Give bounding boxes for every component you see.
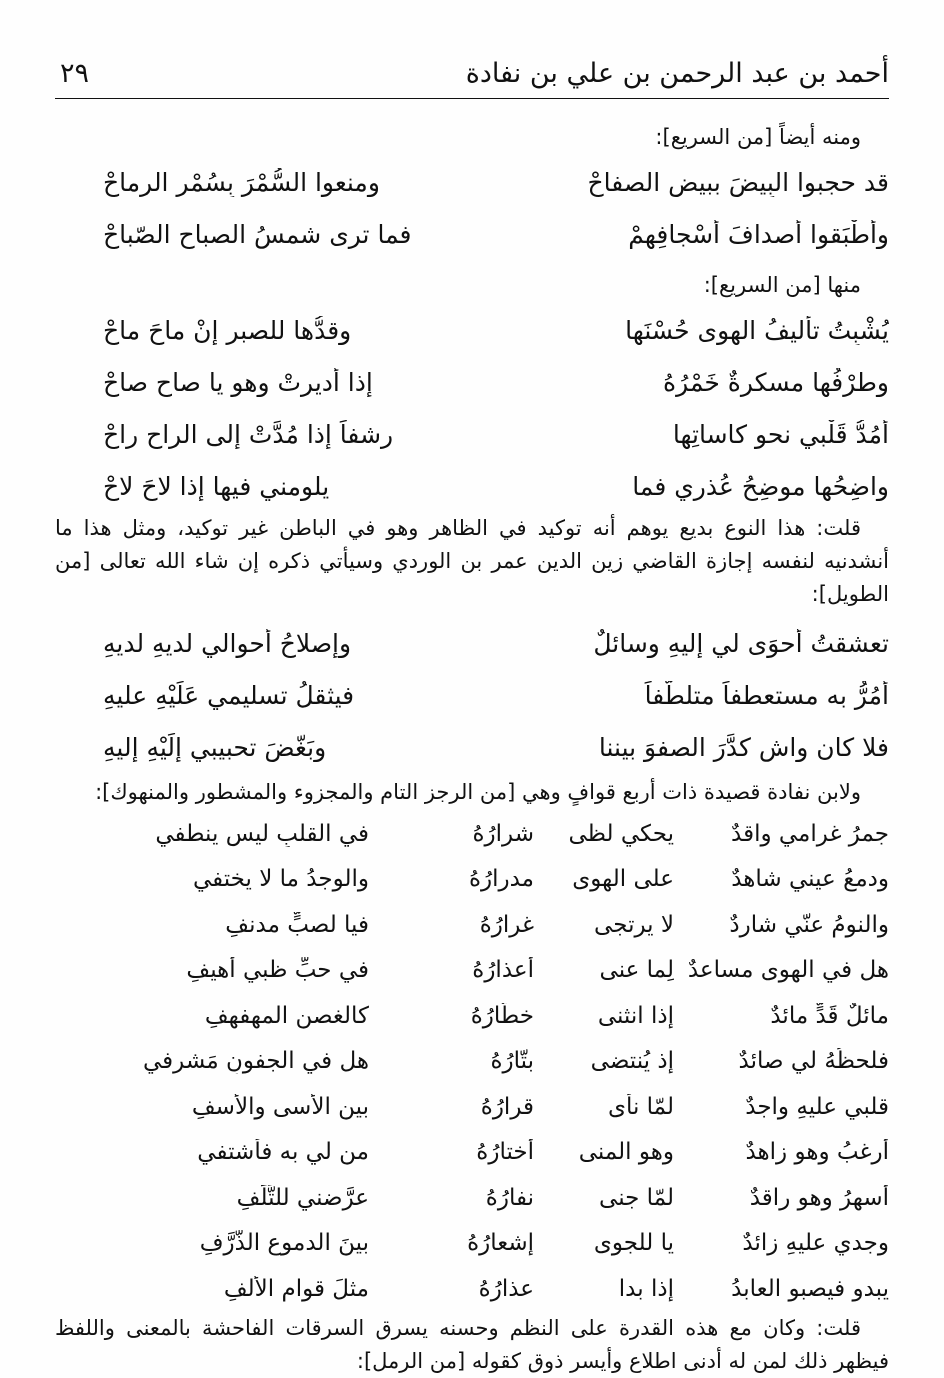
verse-line bbox=[55, 208, 889, 260]
verse-segment: قلبي عليهِ واجدٌ bbox=[745, 1093, 889, 1120]
first-hemistich: قد حجبوا البِيضَ ببيضِ الصفاحْ bbox=[587, 167, 889, 197]
second-hemistich: إذا أُديرتْ وهو يا صاحِ صاحْ bbox=[103, 367, 373, 397]
second-hemistich: رشفاً إذا مُدَّتْ إلى الراحِ راحْ bbox=[103, 419, 394, 449]
verse-line bbox=[55, 1039, 889, 1085]
verse-segment: لِما عنى bbox=[599, 957, 674, 984]
page-number: ٢٩ bbox=[60, 57, 90, 89]
first-hemistich: يُشْبِتُ تأليفُ الهوى حُسْنَها bbox=[625, 315, 889, 345]
verse-segment: لمّا جنى bbox=[599, 1184, 674, 1211]
running-header bbox=[60, 52, 889, 94]
first-hemistich: واضِحُها موضِحُ عُذري فما bbox=[632, 471, 889, 501]
verse-line bbox=[55, 811, 889, 857]
verse-line bbox=[55, 948, 889, 994]
verse-segment: على الهوى bbox=[572, 866, 674, 893]
second-hemistich: ومنعوا السُّمْرَ بِسُمْرِ الرماحْ bbox=[103, 167, 380, 197]
verse-line bbox=[55, 1221, 889, 1267]
poem-couplets bbox=[55, 617, 889, 773]
verse-line bbox=[55, 617, 889, 669]
verse-segment: إذا انثنى bbox=[597, 1002, 674, 1029]
first-hemistich: أمُدُّ قَلْبي نحو كاساتِها bbox=[672, 419, 889, 449]
poem-intro: منها [من السريع]: bbox=[703, 273, 861, 297]
poem-quatrains bbox=[55, 811, 889, 1312]
first-hemistich: وطرْفُها مسكرةٌ خَمْرُهُ bbox=[663, 367, 889, 397]
verse-line bbox=[55, 156, 889, 208]
poem-intro: ومنه أيضاً [من السريع]: bbox=[655, 125, 861, 149]
verse-segment: قرارُهُ bbox=[480, 1093, 534, 1120]
verse-segment: من لي به فأشتفي bbox=[197, 1139, 369, 1166]
verse-segment: إذا بدا bbox=[618, 1275, 674, 1302]
verse-segment: غرارُهُ bbox=[479, 911, 534, 938]
verse-line bbox=[55, 356, 889, 408]
verse-segment: لا يرتجى bbox=[594, 911, 674, 938]
verse-segment: نفارُهُ bbox=[485, 1184, 534, 1211]
verse-segment: مائلٌ قَدٍّ مائدٌ bbox=[770, 1002, 889, 1029]
poem-intro: ولابن نفادة قصيدة ذات أربع قوافٍ وهي [من الرجز التام والمجزوء والمشطور والمنهوك]: bbox=[95, 780, 861, 804]
second-hemistich: فما ترى شمسُ الصباحِ الصّباحْ bbox=[103, 219, 412, 249]
second-hemistich: فيثقلُ تسليمي عَلَيْهِ عليهِ bbox=[103, 680, 355, 710]
second-hemistich: يلومني فيها إذا لاحَ لاحْ bbox=[103, 471, 330, 501]
verse-segment: ودمعُ عيني شاهدٌ bbox=[731, 866, 889, 893]
second-hemistich: وقدُّها للصبرِ إنْ ماحَ ماحْ bbox=[103, 315, 352, 345]
verse-segment: هل في الهوى مساعدٌ bbox=[687, 957, 889, 984]
verse-line bbox=[55, 460, 889, 512]
second-hemistich: وإصلاحُ أحوالي لديهِ لديهِ bbox=[103, 628, 352, 658]
verse-line bbox=[55, 1084, 889, 1130]
verse-segment: عذارُهُ bbox=[478, 1275, 534, 1302]
verse-segment: مثلَ قوامِ الألفِ bbox=[223, 1275, 369, 1302]
running-title: أحمد بن عبد الرحمن بن علي بن نفادة bbox=[465, 57, 889, 89]
verse-segment: يحكي لظى bbox=[568, 820, 674, 847]
verse-line bbox=[55, 721, 889, 773]
verse-segment: لمّا نأى bbox=[607, 1093, 674, 1120]
page-body bbox=[55, 118, 889, 1378]
verse-segment: أختارُهُ bbox=[476, 1139, 534, 1166]
verse-segment: وجدي عليهِ زائدٌ bbox=[742, 1230, 889, 1257]
verse-segment: بتّارُهُ bbox=[490, 1048, 534, 1075]
verse-segment: بينَ الدموعِ الذُّرَّفِ bbox=[199, 1230, 369, 1257]
verse-segment: أعذارُهُ bbox=[472, 957, 534, 984]
commentary-paragraph: قلت: وكان مع هذه القدرة على النظم وحسنه يسرق السرقات الفاحشة بالمعنى واللفظ فيظهر ذلك لمن له أدنى اطلاع وأيسر ذوق كقوله [من الرمل]: bbox=[55, 1315, 889, 1373]
poem-couplets bbox=[55, 156, 889, 260]
verse-segment: شرارُهُ bbox=[472, 820, 534, 847]
header-rule bbox=[55, 98, 889, 99]
verse-segment: والوجدُ ما لا يختفي bbox=[192, 866, 369, 893]
poem-couplets bbox=[55, 304, 889, 512]
verse-segment: فيا لصبٍّ مدنفِ bbox=[225, 911, 369, 938]
verse-segment: مدرارُهُ bbox=[468, 866, 534, 893]
verse-segment: جمرُ غرامي واقدٌ bbox=[731, 820, 889, 847]
verse-segment: إذ يُنتضى bbox=[590, 1048, 674, 1075]
verse-segment: كالغصنِ المهفهفِ bbox=[204, 1002, 369, 1029]
verse-segment: خطّارُهُ bbox=[470, 1002, 534, 1029]
verse-line bbox=[55, 1266, 889, 1312]
commentary-paragraph: قلت: هذا النوع بديع يوهم أنه توكيد في الظاهر وهو في الباطن غير توكيد، ومثل هذا ما أنشدنيه لنفسه إجازة القاضي زين الدين عمر بن الوردي وسيأتي ذكره إن شاء الله تعالى [من الطويل]: bbox=[55, 516, 889, 606]
verse-segment: في حبِّ ظبيٍ أهيفِ bbox=[186, 957, 369, 984]
first-hemistich: وأَطْبَقوا أصدافَ أسْجافِهِمْ bbox=[628, 219, 889, 249]
verse-segment: يا للجوى bbox=[593, 1230, 674, 1257]
verse-line bbox=[55, 857, 889, 903]
verse-segment: أسهرُ وهو راقدٌ bbox=[749, 1184, 889, 1211]
verse-line bbox=[55, 1130, 889, 1176]
verse-segment: وهو المنى bbox=[578, 1139, 674, 1166]
verse-segment: في القلبِ ليس ينطفي bbox=[155, 820, 369, 847]
first-hemistich: تعشقتُ أحوَى لي إليهِ وسائلٌ bbox=[593, 628, 889, 658]
verse-segment: والنومُ عنّي شاردٌ bbox=[729, 911, 889, 938]
first-hemistich: فلا كان واشٍ كدَّرَ الصفوَ بيننا bbox=[598, 732, 889, 762]
verse-line bbox=[55, 408, 889, 460]
verse-segment: عرَّضني للتَّلَفِ bbox=[236, 1184, 369, 1211]
verse-line bbox=[55, 902, 889, 948]
verse-line bbox=[55, 669, 889, 721]
first-hemistich: أمُرُّ به مستعطفاً متلطّفاً bbox=[644, 680, 889, 710]
verse-line bbox=[55, 993, 889, 1039]
second-hemistich: وبَغّضَ تحبيبي إلَيْهِ إليهِ bbox=[103, 732, 327, 762]
verse-line bbox=[55, 1175, 889, 1221]
verse-segment: هل في الجفونِ مَشرفي bbox=[143, 1048, 369, 1075]
verse-segment: أرغبُ وهو زاهدٌ bbox=[745, 1139, 889, 1166]
verse-segment: إشعارُهُ bbox=[467, 1230, 534, 1257]
verse-segment: بين الأسى والأسفِ bbox=[191, 1093, 369, 1120]
verse-segment: يبدو فيصبو العابدُ bbox=[731, 1275, 889, 1302]
verse-line bbox=[55, 304, 889, 356]
verse-segment: فلحظُهُ لي صائدٌ bbox=[738, 1048, 889, 1075]
